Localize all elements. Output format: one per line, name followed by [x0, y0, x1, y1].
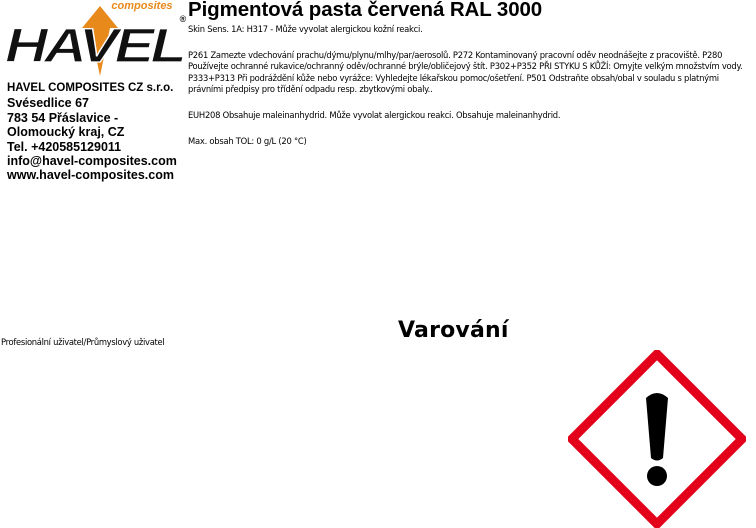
company-phone: Tel. +420585129011	[7, 139, 122, 154]
logo-brand: HAVEL	[5, 20, 184, 73]
precautionary-statements: P261 Zamezte vdechování prachu/dýmu/plynu/mlhy/par/aerosolů. P272 Kontaminovaný pracovní oděv neodnášejte z pracoviště. P280 Používejte ochranné rukavice/ochranný oděv/ochranné brýle/obličejový štít. P302+P352 PŘI STYKU S KŮŽÍ: Omyjte velkým množstvím vody. P333+P313 Při podráždění kůže nebo vyrážce: Vyhledejte lékařskou pomoc/ošetření. P501 Odstraňte obsah/obal v souladu s platnými právními předpisy pro třídění odpadu resp. zbytkovými obaly..	[188, 50, 743, 94]
exclamation-dot	[647, 466, 667, 486]
company-street: Svésedlice 67	[7, 96, 90, 111]
exclamation-mark-icon	[568, 350, 746, 528]
signal-word: Varování	[398, 318, 509, 343]
company-block	[7, 81, 185, 183]
hazard-classification: Skin Sens. 1A: H317 - Může vyvolat alergickou kožní reakci.	[188, 24, 423, 34]
voc-content: Max. obsah TOL: 0 g/L (20 °C)	[188, 136, 307, 146]
company-email: info@havel-composites.com	[7, 154, 177, 169]
company-web: www.havel-composites.com	[7, 168, 174, 183]
havel-logo	[2, 0, 188, 80]
logo-tagline: composites	[111, 0, 173, 12]
product-title: Pigmentová pasta červená RAL 3000	[188, 0, 543, 21]
user-type: Profesionální uživatel/Průmyslový uživatel	[1, 337, 165, 347]
euh-statement: EUH208 Obsahuje maleinanhydrid. Může vyvolat alergickou reakci. Obsahuje maleinanhydrid.	[188, 110, 561, 120]
company-name: HAVEL COMPOSITES CZ s.r.o.	[7, 82, 174, 94]
company-region: Olomoucký kraj, CZ	[7, 125, 125, 140]
logo-registered: ®	[179, 14, 187, 24]
company-city: 783 54 Přáslavice -	[7, 110, 119, 125]
